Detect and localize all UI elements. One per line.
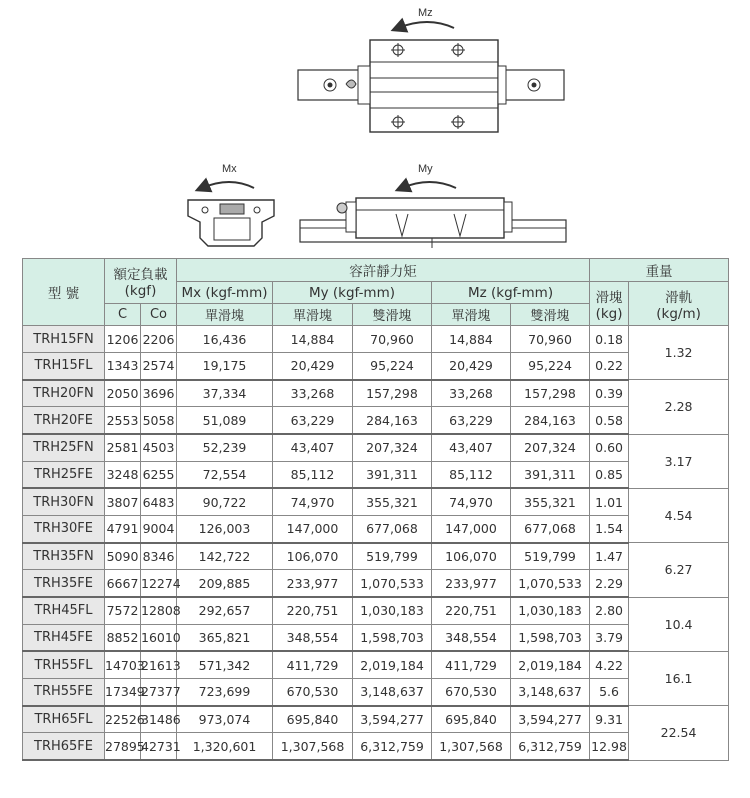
c-cell: 14703: [105, 651, 141, 678]
mz-double-cell: 1,070,533: [511, 570, 590, 597]
table-row: [23, 679, 729, 706]
c-cell: 27895: [105, 733, 141, 760]
mx-single-cell: 723,699: [177, 679, 273, 706]
mz-single-cell: 1,307,568: [432, 733, 511, 760]
mx-single-cell: 37,334: [177, 380, 273, 407]
co-cell: 2206: [141, 326, 177, 353]
my-double-cell: 95,224: [353, 353, 432, 380]
my-single-cell: 14,884: [273, 326, 353, 353]
table-row: [23, 407, 729, 434]
mz-single-cell: 43,407: [432, 434, 511, 461]
header-co: Co: [141, 304, 177, 326]
my-double-cell: 1,598,703: [353, 624, 432, 651]
mz-single-cell: 85,112: [432, 461, 511, 488]
co-cell: 6483: [141, 488, 177, 515]
header-rail-line2: (kg/m): [656, 305, 701, 322]
header-static-moment: 容許靜力矩: [177, 259, 590, 282]
model-cell: TRH35FE: [23, 570, 105, 597]
header-load-rating-line1: 額定負載: [113, 267, 168, 283]
co-cell: 21613: [141, 651, 177, 678]
co-cell: 9004: [141, 516, 177, 543]
table-row: [23, 380, 729, 407]
specification-table-body: [23, 326, 729, 761]
header-block-line2: (kg): [595, 305, 623, 322]
header-load-rating: [105, 259, 177, 304]
table-row: [23, 488, 729, 515]
c-cell: 1206: [105, 326, 141, 353]
table-row: [23, 543, 729, 570]
side-view-diagram: [300, 163, 566, 248]
rail-weight-cell: 1.32: [629, 326, 729, 380]
mz-single-cell: 695,840: [432, 706, 511, 733]
model-cell: TRH20FN: [23, 380, 105, 407]
table-row: [23, 597, 729, 624]
my-double-cell: 355,321: [353, 488, 432, 515]
block-weight-cell: 3.79: [590, 624, 629, 651]
my-single-cell: 411,729: [273, 651, 353, 678]
co-cell: 12808: [141, 597, 177, 624]
my-double-cell: 677,068: [353, 516, 432, 543]
mz-double-cell: 3,148,637: [511, 679, 590, 706]
mz-single-cell: 147,000: [432, 516, 511, 543]
mz-double-cell: 70,960: [511, 326, 590, 353]
model-cell: TRH65FE: [23, 733, 105, 760]
my-double-cell: 6,312,759: [353, 733, 432, 760]
mx-single-cell: 292,657: [177, 597, 273, 624]
block-weight-cell: 4.22: [590, 651, 629, 678]
rail-weight-cell: 22.54: [629, 706, 729, 760]
mz-double-cell: 355,321: [511, 488, 590, 515]
rail-weight-cell: 10.4: [629, 597, 729, 651]
mx-rotation-arrow: [202, 182, 254, 188]
my-rotation-arrow: [402, 182, 456, 188]
header-block-weight: [590, 282, 629, 326]
mz-single-cell: 411,729: [432, 651, 511, 678]
co-cell: 42731: [141, 733, 177, 760]
my-single-cell: 670,530: [273, 679, 353, 706]
mx-single-cell: 52,239: [177, 434, 273, 461]
table-row: [23, 624, 729, 651]
model-cell: TRH25FE: [23, 461, 105, 488]
block-weight-cell: 1.47: [590, 543, 629, 570]
block-weight-cell: 2.80: [590, 597, 629, 624]
my-double-cell: 391,311: [353, 461, 432, 488]
mx-single-cell: 209,885: [177, 570, 273, 597]
rail-weight-cell: 16.1: [629, 651, 729, 705]
mx-single-cell: 19,175: [177, 353, 273, 380]
header-weight: 重量: [590, 259, 729, 282]
my-double-cell: 3,148,637: [353, 679, 432, 706]
my-double-cell: 157,298: [353, 380, 432, 407]
end-seal: [358, 66, 370, 104]
co-cell: 2574: [141, 353, 177, 380]
co-cell: 16010: [141, 624, 177, 651]
table-row: [23, 353, 729, 380]
my-single-cell: 63,229: [273, 407, 353, 434]
mz-single-cell: 348,554: [432, 624, 511, 651]
header-mz-double: 雙滑塊: [511, 304, 590, 326]
mz-single-cell: 74,970: [432, 488, 511, 515]
c-cell: 3248: [105, 461, 141, 488]
header-mx-single: 單滑塊: [177, 304, 273, 326]
mx-single-cell: 126,003: [177, 516, 273, 543]
front-view-diagram: [188, 163, 274, 246]
header-my-single: 單滑塊: [273, 304, 353, 326]
header-my-double: 雙滑塊: [353, 304, 432, 326]
table-row: [23, 516, 729, 543]
rail-weight-cell: 2.28: [629, 380, 729, 434]
my-single-cell: 33,268: [273, 380, 353, 407]
mz-label: Mz: [418, 7, 433, 19]
my-double-cell: 519,799: [353, 543, 432, 570]
block-weight-cell: 1.01: [590, 488, 629, 515]
co-cell: 3696: [141, 380, 177, 407]
mx-single-cell: 72,554: [177, 461, 273, 488]
block-top-view: [370, 40, 498, 132]
specification-table: [22, 258, 729, 761]
mz-single-cell: 106,070: [432, 543, 511, 570]
model-cell: TRH65FL: [23, 706, 105, 733]
my-double-cell: 2,019,184: [353, 651, 432, 678]
my-single-cell: 20,429: [273, 353, 353, 380]
header-rail-line1: 滑軌: [665, 289, 693, 306]
mz-double-cell: 284,163: [511, 407, 590, 434]
block-weight-cell: 5.6: [590, 679, 629, 706]
mz-double-cell: 95,224: [511, 353, 590, 380]
rail-weight-cell: 3.17: [629, 434, 729, 488]
block-side-view: [356, 198, 504, 238]
mx-single-cell: 90,722: [177, 488, 273, 515]
mz-rotation-arrow: [398, 22, 454, 28]
rail-weight-cell: 6.27: [629, 543, 729, 597]
table-row: [23, 706, 729, 733]
table-row: [23, 461, 729, 488]
mz-single-cell: 33,268: [432, 380, 511, 407]
co-cell: 12274: [141, 570, 177, 597]
block-weight-cell: 1.54: [590, 516, 629, 543]
mz-double-cell: 6,312,759: [511, 733, 590, 760]
my-single-cell: 147,000: [273, 516, 353, 543]
my-double-cell: 207,324: [353, 434, 432, 461]
mx-single-cell: 51,089: [177, 407, 273, 434]
mz-single-cell: 63,229: [432, 407, 511, 434]
my-single-cell: 348,554: [273, 624, 353, 651]
co-cell: 31486: [141, 706, 177, 733]
rail-weight-cell: 4.54: [629, 488, 729, 542]
block-weight-cell: 0.22: [590, 353, 629, 380]
block-weight-cell: 2.29: [590, 570, 629, 597]
table-row: [23, 434, 729, 461]
mx-single-cell: 142,722: [177, 543, 273, 570]
table-row: [23, 326, 729, 353]
my-single-cell: 695,840: [273, 706, 353, 733]
my-double-cell: 284,163: [353, 407, 432, 434]
co-cell: 8346: [141, 543, 177, 570]
header-model: 型 號: [23, 259, 105, 326]
my-single-cell: 74,970: [273, 488, 353, 515]
mx-single-cell: 365,821: [177, 624, 273, 651]
c-cell: 8852: [105, 624, 141, 651]
block-weight-cell: 0.18: [590, 326, 629, 353]
mx-single-cell: 16,436: [177, 326, 273, 353]
co-cell: 4503: [141, 434, 177, 461]
my-double-cell: 3,594,277: [353, 706, 432, 733]
co-cell: 5058: [141, 407, 177, 434]
co-cell: 27377: [141, 679, 177, 706]
my-double-cell: 70,960: [353, 326, 432, 353]
c-cell: 22526: [105, 706, 141, 733]
model-cell: TRH30FE: [23, 516, 105, 543]
c-cell: 3807: [105, 488, 141, 515]
model-cell: TRH45FL: [23, 597, 105, 624]
c-cell: 17349: [105, 679, 141, 706]
mz-double-cell: 3,594,277: [511, 706, 590, 733]
my-single-cell: 220,751: [273, 597, 353, 624]
mx-single-cell: 973,074: [177, 706, 273, 733]
mx-single-cell: 1,320,601: [177, 733, 273, 760]
block-weight-cell: 0.60: [590, 434, 629, 461]
mz-double-cell: 1,598,703: [511, 624, 590, 651]
table-row: [23, 570, 729, 597]
header-block-line1: 滑塊: [595, 289, 623, 306]
mz-double-cell: 157,298: [511, 380, 590, 407]
block-weight-cell: 0.85: [590, 461, 629, 488]
block-weight-cell: 9.31: [590, 706, 629, 733]
model-cell: TRH35FN: [23, 543, 105, 570]
mz-double-cell: 391,311: [511, 461, 590, 488]
header-mz-single: 單滑塊: [432, 304, 511, 326]
mz-single-cell: 220,751: [432, 597, 511, 624]
block-weight-cell: 0.58: [590, 407, 629, 434]
block-weight-cell: 12.98: [590, 733, 629, 760]
header-rail-weight: [629, 282, 729, 326]
mz-double-cell: 1,030,183: [511, 597, 590, 624]
model-cell: TRH15FN: [23, 326, 105, 353]
model-cell: TRH25FN: [23, 434, 105, 461]
my-single-cell: 233,977: [273, 570, 353, 597]
model-cell: TRH45FE: [23, 624, 105, 651]
c-cell: 2553: [105, 407, 141, 434]
header-load-rating-line2: (kgf): [124, 283, 157, 299]
my-double-cell: 1,070,533: [353, 570, 432, 597]
table-row: [23, 733, 729, 760]
top-view-diagram: [298, 7, 564, 132]
my-single-cell: 106,070: [273, 543, 353, 570]
my-single-cell: 1,307,568: [273, 733, 353, 760]
mx-single-cell: 571,342: [177, 651, 273, 678]
mz-single-cell: 20,429: [432, 353, 511, 380]
header-c: C: [105, 304, 141, 326]
my-single-cell: 43,407: [273, 434, 353, 461]
mx-label: Mx: [222, 163, 237, 175]
model-cell: TRH20FE: [23, 407, 105, 434]
c-cell: 4791: [105, 516, 141, 543]
model-cell: TRH15FL: [23, 353, 105, 380]
c-cell: 5090: [105, 543, 141, 570]
mz-single-cell: 670,530: [432, 679, 511, 706]
mz-single-cell: 233,977: [432, 570, 511, 597]
c-cell: 1343: [105, 353, 141, 380]
mz-double-cell: 207,324: [511, 434, 590, 461]
block-weight-cell: 0.39: [590, 380, 629, 407]
mz-double-cell: 677,068: [511, 516, 590, 543]
my-single-cell: 85,112: [273, 461, 353, 488]
c-cell: 6667: [105, 570, 141, 597]
header-mz: Mz (kgf-mm): [432, 282, 590, 304]
model-cell: TRH55FL: [23, 651, 105, 678]
model-cell: TRH30FN: [23, 488, 105, 515]
co-cell: 6255: [141, 461, 177, 488]
header-my: My (kgf-mm): [273, 282, 432, 304]
my-double-cell: 1,030,183: [353, 597, 432, 624]
c-cell: 7572: [105, 597, 141, 624]
c-cell: 2050: [105, 380, 141, 407]
moment-diagrams: [0, 0, 750, 258]
mz-single-cell: 14,884: [432, 326, 511, 353]
header-mx: Mx (kgf-mm): [177, 282, 273, 304]
c-cell: 2581: [105, 434, 141, 461]
model-cell: TRH55FE: [23, 679, 105, 706]
table-row: [23, 651, 729, 678]
mz-double-cell: 519,799: [511, 543, 590, 570]
my-label: My: [418, 163, 433, 175]
mz-double-cell: 2,019,184: [511, 651, 590, 678]
